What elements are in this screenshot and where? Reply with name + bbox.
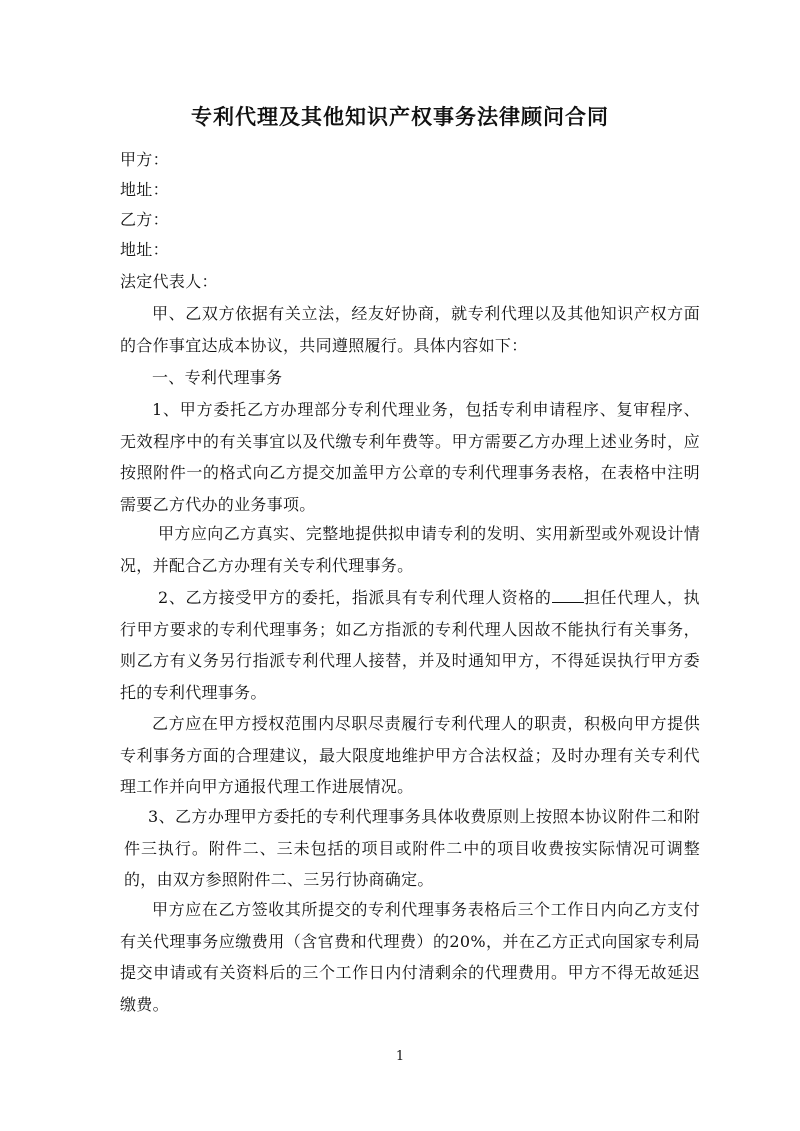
intro-paragraph: 甲、乙双方依据有关立法，经友好协商，就专利代理以及其他知识产权方面的合作事宜达成本协议，共同遵照履行。具体内容如下：	[120, 304, 700, 355]
legal-representative-label: 法定代表人：	[120, 272, 218, 291]
document-title: 专利代理及其他知识产权事务法律顾问合同	[191, 104, 609, 129]
party-a-label: 甲方：	[120, 150, 169, 169]
party-b-address-label: 地址：	[120, 240, 169, 259]
page-number: 1	[395, 1049, 405, 1064]
party-a-address-label: 地址：	[120, 180, 169, 199]
clause-1-paragraph: 1、甲方委托乙方办理部分专利代理业务，包括专利申请程序、复审程序、无效程序中的有关事宜以及代缴专利年费等。甲方需要乙方办理上述业务时，应按照附件一的格式向乙方提交加盖甲方公章的专利代理事务表格，在表格中注明需要乙方代办的业务事项。	[120, 400, 700, 514]
clause-2-text-before-blank: 2、乙方接受甲方的委托，指派具有专利代理人资格的	[158, 588, 552, 607]
agent-name-blank	[552, 588, 584, 603]
clause-3-extra-paragraph: 甲方应在乙方签收其所提交的专利代理事务表格后三个工作日内向乙方支付有关代理事务应缴费用（含官费和代理费）的20%，并在乙方正式向国家专利局提交申请或有关资料后的三个工作日内付清剩余的代理费用。甲方不得无故延迟缴费。	[120, 900, 700, 1014]
clause-2-text-after-blank: 担任代理人，执行甲方要求的专利代理事务；如乙方指派的专利代理人因故不能执行有关事务，则乙方有义务另行指派专利代理人接替，并及时通知甲方，不得延误执行甲方委托的专利代理事务。	[120, 588, 700, 702]
clause-2-paragraph	[120, 582, 700, 708]
party-b-label: 乙方：	[120, 210, 169, 229]
clause-3-paragraph: 3、乙方办理甲方委托的专利代理事务具体收费原则上按照本协议附件二和附件三执行。附件二、三未包括的项目或附件二中的项目收费按实际情况可调整的，由双方参照附件二、三另行协商确定。	[124, 807, 700, 889]
section-heading-patent-agency: 一、专利代理事务	[152, 368, 283, 387]
clause-2-extra-paragraph: 乙方应在甲方授权范围内尽职尽责履行专利代理人的职责，积极向甲方提供专利事务方面的合理建议，最大限度地维护甲方合法权益；及时办理有关专利代理工作并向甲方通报代理工作进展情况。	[120, 714, 700, 796]
clause-1-extra-paragraph: 甲方应向乙方真实、完整地提供拟申请专利的发明、实用新型或外观设计情况，并配合乙方办理有关专利代理事务。	[120, 524, 700, 575]
